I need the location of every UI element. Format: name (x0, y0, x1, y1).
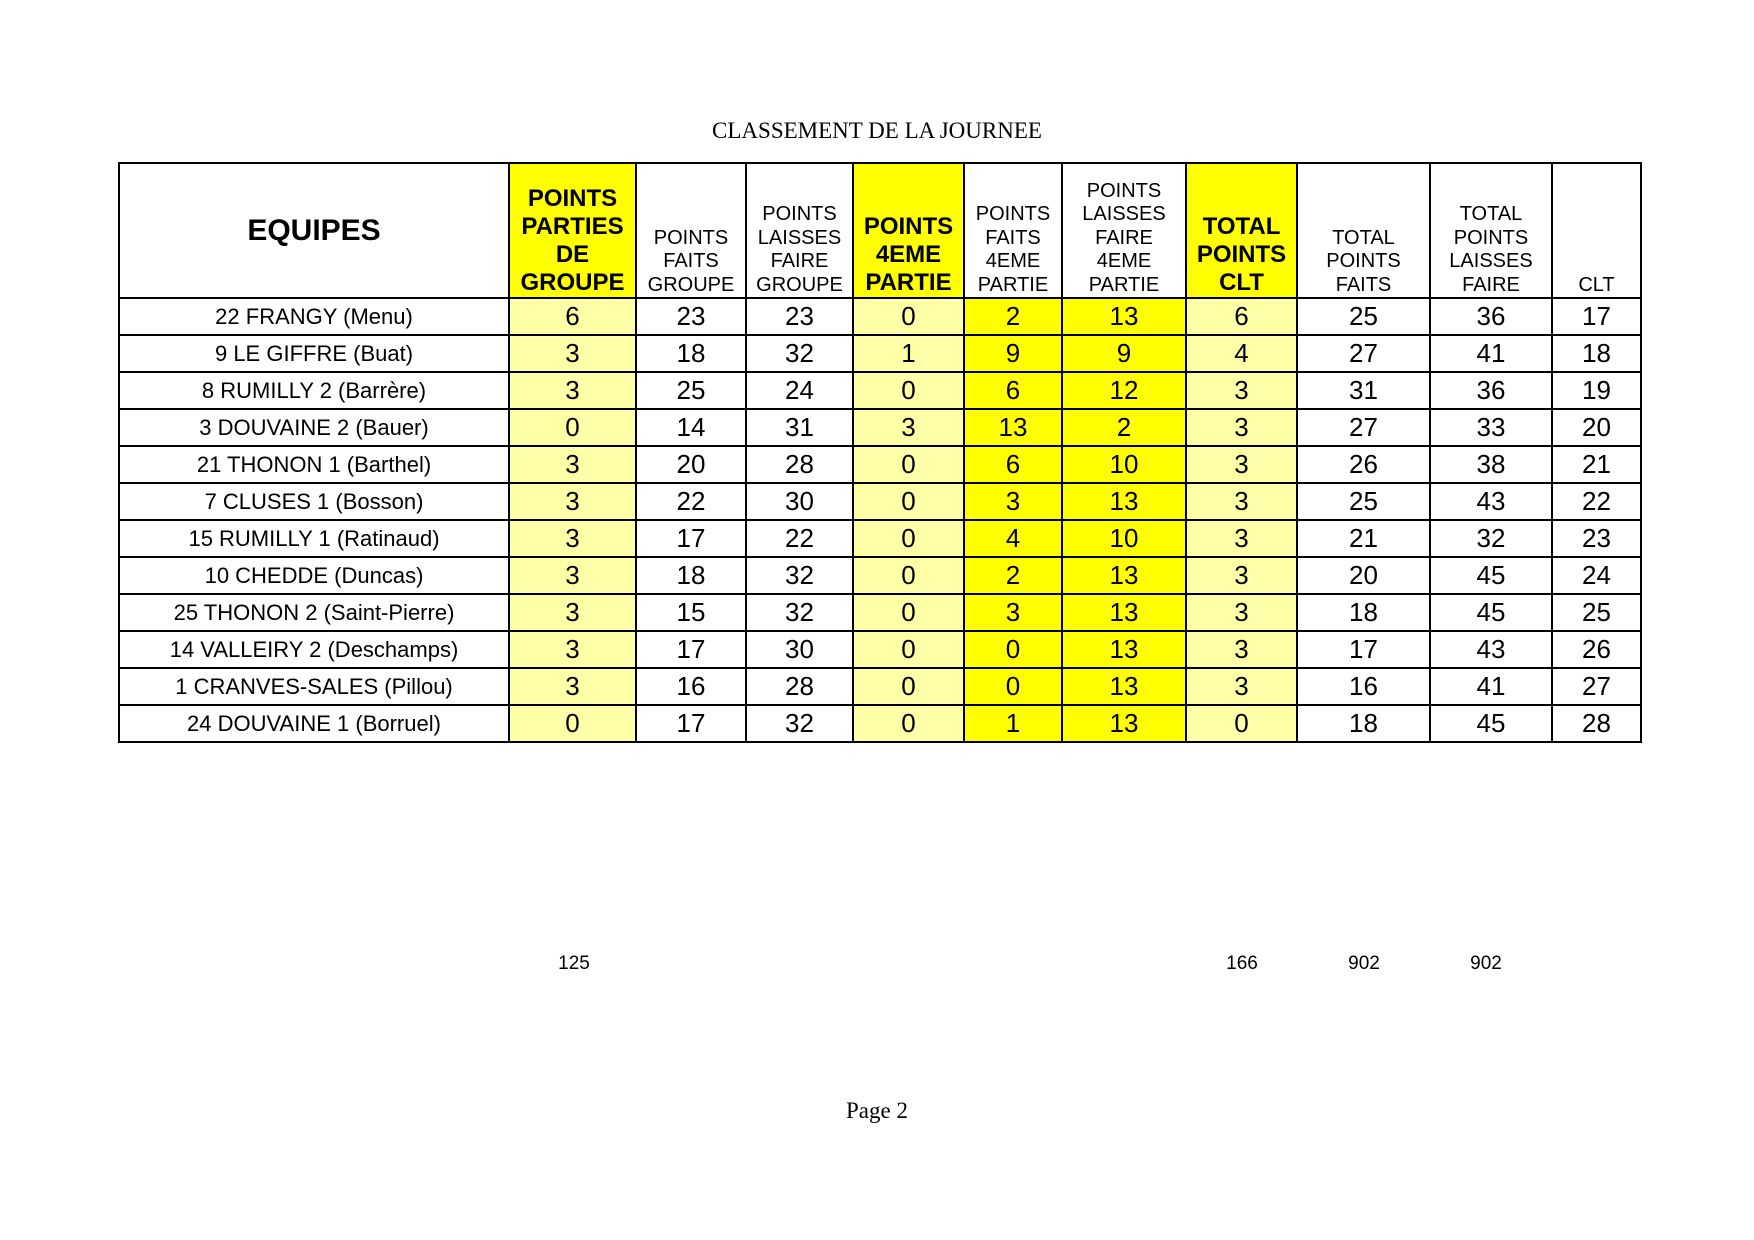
cell-total_pts_faits: 25 (1297, 483, 1430, 520)
cell-pts_faits_groupe: 17 (636, 705, 746, 742)
header-pts_laisses_4eme (1062, 163, 1186, 298)
team-name-cell: 21 THONON 1 (Barthel) (119, 446, 509, 483)
team-name-cell: 3 DOUVAINE 2 (Bauer) (119, 409, 509, 446)
header-line: PARTIE (1088, 273, 1160, 296)
cell-pts_parties_groupe: 3 (509, 372, 636, 409)
cell-pts_parties_groupe: 3 (509, 520, 636, 557)
cell-pts_laisses_groupe: 32 (746, 557, 853, 594)
header-row (119, 163, 1641, 298)
cell-pts_faits_4eme: 3 (964, 594, 1062, 631)
team-name-cell: 8 RUMILLY 2 (Barrère) (119, 372, 509, 409)
cell-total_pts_clt: 3 (1186, 409, 1297, 446)
table-row (119, 520, 1641, 557)
table-row (119, 446, 1641, 483)
header-line: EQUIPES (247, 213, 381, 247)
cell-total_pts_laisses: 33 (1430, 409, 1552, 446)
cell-pts_faits_groupe: 18 (636, 335, 746, 372)
table-row (119, 483, 1641, 520)
header-line: 4EME (875, 241, 942, 268)
cell-pts_laisses_4eme: 10 (1062, 446, 1186, 483)
cell-pts_faits_4eme: 3 (964, 483, 1062, 520)
cell-total_pts_faits: 18 (1297, 594, 1430, 631)
header-line: FAITS (985, 226, 1041, 249)
header-pts_faits_4eme (964, 163, 1062, 298)
header-line: TOTAL (1332, 226, 1395, 249)
cell-pts_4eme: 0 (853, 483, 964, 520)
team-name-cell: 7 CLUSES 1 (Bosson) (119, 483, 509, 520)
cell-pts_faits_4eme: 9 (964, 335, 1062, 372)
cell-total_pts_clt: 6 (1186, 298, 1297, 335)
cell-total_pts_laisses: 45 (1430, 557, 1552, 594)
cell-pts_laisses_groupe: 32 (746, 594, 853, 631)
team-name-cell: 25 THONON 2 (Saint-Pierre) (119, 594, 509, 631)
cell-total_pts_clt: 3 (1186, 631, 1297, 668)
cell-total_pts_faits: 27 (1297, 335, 1430, 372)
cell-clt: 17 (1552, 298, 1641, 335)
cell-pts_4eme: 1 (853, 335, 964, 372)
cell-total_pts_clt: 0 (1186, 705, 1297, 742)
header-total_pts_clt (1186, 163, 1297, 298)
cell-pts_laisses_groupe: 22 (746, 520, 853, 557)
cell-total_pts_faits: 31 (1297, 372, 1430, 409)
header-line: FAIRE (770, 250, 829, 272)
cell-total_pts_laisses: 45 (1430, 594, 1552, 631)
header-line: FAIRE (1095, 226, 1153, 249)
cell-clt: 27 (1552, 668, 1641, 705)
cell-pts_parties_groupe: 6 (509, 298, 636, 335)
cell-total_pts_faits: 21 (1297, 520, 1430, 557)
header-line: POINTS (975, 203, 1051, 225)
cell-pts_parties_groupe: 3 (509, 446, 636, 483)
table-row (119, 335, 1641, 372)
total-points-laisses: 902 (1470, 953, 1502, 974)
header-line: POINTS (863, 213, 954, 240)
cell-pts_laisses_4eme: 12 (1062, 372, 1186, 409)
cell-pts_4eme: 0 (853, 631, 964, 668)
header-equipe (119, 163, 509, 298)
header-line: FAIRE (1462, 273, 1520, 296)
cell-pts_parties_groupe: 3 (509, 594, 636, 631)
header-line: FAITS (663, 250, 719, 272)
cell-pts_4eme: 3 (853, 409, 964, 446)
cell-pts_laisses_4eme: 13 (1062, 594, 1186, 631)
cell-total_pts_faits: 16 (1297, 668, 1430, 705)
header-pts_laisses_groupe (746, 163, 853, 298)
cell-total_pts_clt: 3 (1186, 446, 1297, 483)
cell-pts_4eme: 0 (853, 557, 964, 594)
header-line: LAISSES (1449, 250, 1533, 272)
header-line: CLT (1578, 273, 1615, 296)
cell-pts_laisses_4eme: 2 (1062, 409, 1186, 446)
cell-pts_4eme: 0 (853, 705, 964, 742)
cell-pts_faits_4eme: 1 (964, 705, 1062, 742)
cell-pts_faits_groupe: 23 (636, 298, 746, 335)
cell-pts_parties_groupe: 0 (509, 409, 636, 446)
header-total_pts_laisses (1430, 163, 1552, 298)
cell-pts_laisses_groupe: 32 (746, 335, 853, 372)
table-row (119, 557, 1641, 594)
cell-pts_parties_groupe: 3 (509, 335, 636, 372)
cell-total_pts_clt: 3 (1186, 372, 1297, 409)
cell-pts_faits_4eme: 4 (964, 520, 1062, 557)
cell-pts_faits_groupe: 17 (636, 520, 746, 557)
cell-pts_laisses_groupe: 28 (746, 668, 853, 705)
table-row (119, 409, 1641, 446)
table-row (119, 668, 1641, 705)
cell-pts_laisses_4eme: 13 (1062, 557, 1186, 594)
cell-total_pts_laisses: 32 (1430, 520, 1552, 557)
table-row (119, 594, 1641, 631)
cell-total_pts_clt: 3 (1186, 483, 1297, 520)
cell-pts_4eme: 0 (853, 520, 964, 557)
total-points-parties-groupe: 125 (558, 953, 590, 974)
cell-pts_faits_groupe: 17 (636, 631, 746, 668)
cell-total_pts_laisses: 41 (1430, 668, 1552, 705)
cell-pts_laisses_groupe: 31 (746, 409, 853, 446)
header-line: 4EME (1096, 250, 1152, 272)
cell-total_pts_faits: 27 (1297, 409, 1430, 446)
cell-pts_4eme: 0 (853, 446, 964, 483)
header-line: TOTAL (1459, 203, 1523, 225)
header-line: FAITS (1335, 273, 1392, 296)
header-line: LAISSES (757, 226, 842, 249)
cell-clt: 28 (1552, 705, 1641, 742)
header-clt (1552, 163, 1641, 298)
cell-pts_faits_groupe: 16 (636, 668, 746, 705)
header-pts_faits_groupe (636, 163, 746, 298)
cell-clt: 25 (1552, 594, 1641, 631)
team-name-cell: 22 FRANGY (Menu) (119, 298, 509, 335)
cell-pts_laisses_groupe: 23 (746, 298, 853, 335)
cell-pts_parties_groupe: 3 (509, 483, 636, 520)
cell-pts_faits_groupe: 22 (636, 483, 746, 520)
header-line: PARTIE (977, 273, 1049, 296)
header-line: CLT (1219, 269, 1264, 296)
header-line: PARTIE (865, 269, 952, 296)
header-line: LAISSES (1082, 203, 1166, 225)
header-line: POINTS (1326, 250, 1401, 272)
cell-pts_laisses_4eme: 9 (1062, 335, 1186, 372)
cell-clt: 21 (1552, 446, 1641, 483)
cell-pts_laisses_4eme: 13 (1062, 298, 1186, 335)
cell-total_pts_clt: 3 (1186, 520, 1297, 557)
header-line: POINTS (1453, 226, 1529, 249)
standings-table (118, 162, 1642, 743)
cell-pts_laisses_groupe: 30 (746, 631, 853, 668)
page-title: CLASSEMENT DE LA JOURNEE (712, 118, 1042, 143)
cell-clt: 19 (1552, 372, 1641, 409)
table-row (119, 631, 1641, 668)
cell-clt: 18 (1552, 335, 1641, 372)
total-points-clt: 166 (1226, 953, 1258, 974)
total-points-faits: 902 (1348, 953, 1380, 974)
cell-clt: 24 (1552, 557, 1641, 594)
cell-pts_parties_groupe: 3 (509, 557, 636, 594)
team-name-cell: 15 RUMILLY 1 (Ratinaud) (119, 520, 509, 557)
header-line: POINTS (653, 226, 729, 249)
cell-pts_laisses_4eme: 13 (1062, 705, 1186, 742)
cell-pts_4eme: 0 (853, 594, 964, 631)
header-pts_4eme (853, 163, 964, 298)
cell-total_pts_laisses: 43 (1430, 631, 1552, 668)
header-line: PARTIES (521, 213, 624, 240)
cell-pts_laisses_4eme: 13 (1062, 631, 1186, 668)
header-line: GROUPE (520, 269, 625, 296)
page-number: Page 2 (846, 1098, 908, 1123)
table-row (119, 372, 1641, 409)
table-row (119, 705, 1641, 742)
cell-pts_faits_4eme: 6 (964, 372, 1062, 409)
cell-pts_faits_groupe: 18 (636, 557, 746, 594)
header-line: POINTS (1196, 241, 1287, 268)
table-row (119, 298, 1641, 335)
team-name-cell: 10 CHEDDE (Duncas) (119, 557, 509, 594)
cell-pts_4eme: 0 (853, 372, 964, 409)
team-name-cell: 9 LE GIFFRE (Buat) (119, 335, 509, 372)
header-line: 4EME (985, 250, 1041, 272)
cell-total_pts_faits: 26 (1297, 446, 1430, 483)
team-name-cell: 1 CRANVES-SALES (Pillou) (119, 668, 509, 705)
cell-pts_parties_groupe: 3 (509, 668, 636, 705)
cell-total_pts_laisses: 43 (1430, 483, 1552, 520)
cell-pts_laisses_4eme: 13 (1062, 668, 1186, 705)
cell-pts_laisses_4eme: 10 (1062, 520, 1186, 557)
header-line: POINTS (527, 185, 618, 212)
cell-pts_parties_groupe: 0 (509, 705, 636, 742)
cell-total_pts_laisses: 41 (1430, 335, 1552, 372)
team-name-cell: 24 DOUVAINE 1 (Borruel) (119, 705, 509, 742)
cell-clt: 20 (1552, 409, 1641, 446)
cell-total_pts_laisses: 38 (1430, 446, 1552, 483)
cell-pts_laisses_groupe: 30 (746, 483, 853, 520)
cell-pts_faits_4eme: 0 (964, 668, 1062, 705)
cell-pts_faits_groupe: 15 (636, 594, 746, 631)
cell-clt: 26 (1552, 631, 1641, 668)
cell-total_pts_clt: 3 (1186, 594, 1297, 631)
cell-pts_faits_groupe: 14 (636, 409, 746, 446)
cell-clt: 23 (1552, 520, 1641, 557)
cell-pts_4eme: 0 (853, 668, 964, 705)
cell-total_pts_clt: 3 (1186, 668, 1297, 705)
cell-pts_faits_4eme: 13 (964, 409, 1062, 446)
cell-total_pts_faits: 17 (1297, 631, 1430, 668)
cell-total_pts_laisses: 36 (1430, 298, 1552, 335)
cell-pts_faits_4eme: 0 (964, 631, 1062, 668)
cell-pts_faits_groupe: 20 (636, 446, 746, 483)
header-line: GROUPE (647, 273, 735, 296)
cell-total_pts_clt: 4 (1186, 335, 1297, 372)
header-line: POINTS (1086, 179, 1162, 202)
cell-pts_faits_4eme: 2 (964, 557, 1062, 594)
cell-pts_laisses_groupe: 32 (746, 705, 853, 742)
cell-total_pts_laisses: 45 (1430, 705, 1552, 742)
table-body (119, 298, 1641, 742)
cell-total_pts_faits: 25 (1297, 298, 1430, 335)
team-name-cell: 14 VALLEIRY 2 (Deschamps) (119, 631, 509, 668)
cell-clt: 22 (1552, 483, 1641, 520)
cell-total_pts_clt: 3 (1186, 557, 1297, 594)
cell-pts_laisses_groupe: 24 (746, 372, 853, 409)
cell-pts_parties_groupe: 3 (509, 631, 636, 668)
cell-pts_laisses_4eme: 13 (1062, 483, 1186, 520)
cell-total_pts_faits: 20 (1297, 557, 1430, 594)
header-line: POINTS (762, 203, 837, 225)
cell-total_pts_laisses: 36 (1430, 372, 1552, 409)
cell-total_pts_faits: 18 (1297, 705, 1430, 742)
cell-pts_faits_4eme: 2 (964, 298, 1062, 335)
cell-pts_faits_groupe: 25 (636, 372, 746, 409)
header-line: GROUPE (756, 273, 843, 296)
cell-pts_faits_4eme: 6 (964, 446, 1062, 483)
header-line: DE (555, 241, 590, 268)
header-line: TOTAL (1202, 213, 1281, 240)
cell-pts_4eme: 0 (853, 298, 964, 335)
header-pts_parties_groupe (509, 163, 636, 298)
header-total_pts_faits (1297, 163, 1430, 298)
cell-pts_laisses_groupe: 28 (746, 446, 853, 483)
